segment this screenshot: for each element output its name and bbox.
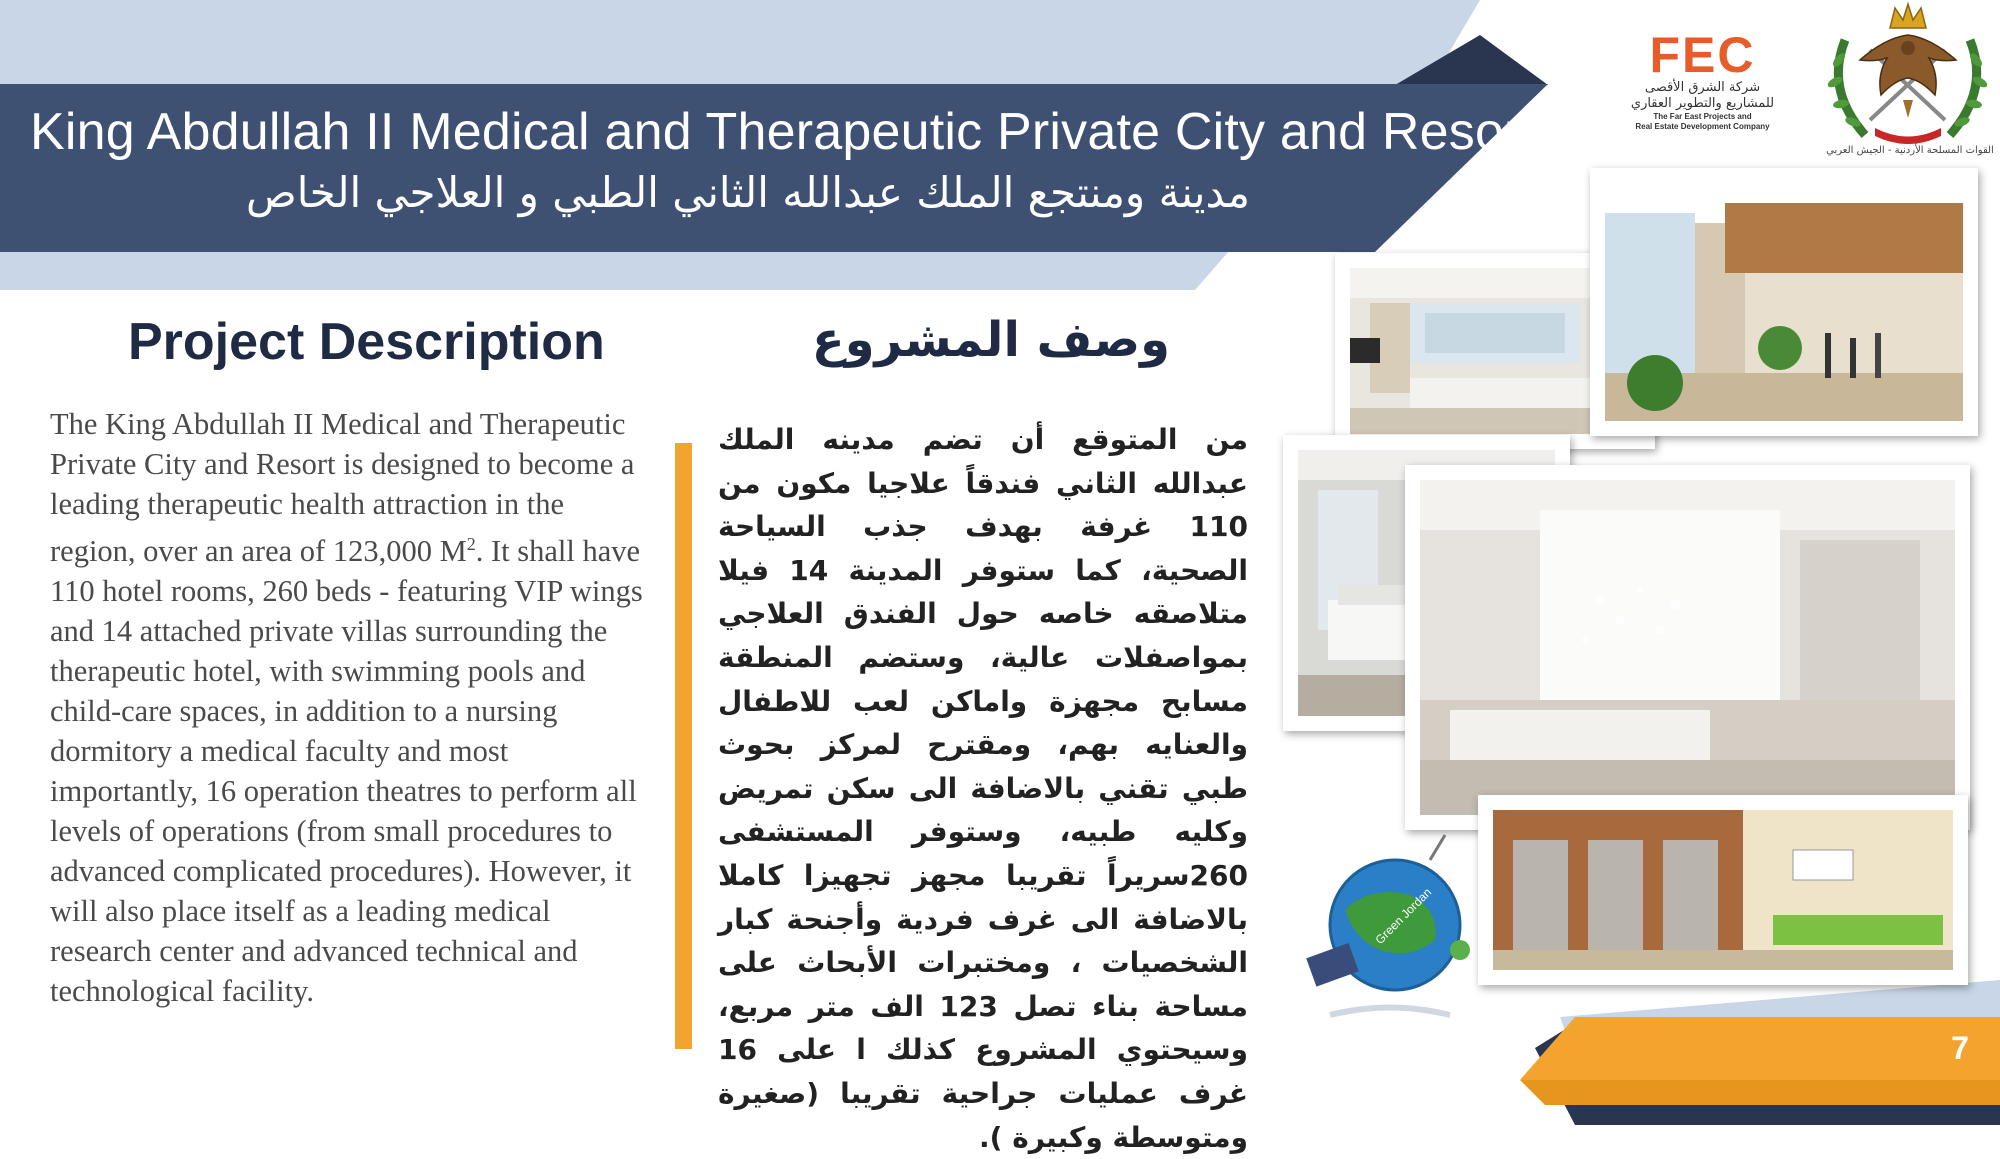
fec-arabic-line1: شركة الشرق الأقصى: [1644, 80, 1761, 95]
fec-arabic-line2: للمشاريع والتطوير العقاري: [1630, 96, 1775, 111]
title-english: King Abdullah II Medical and Therapeutic Private City and Resort: [30, 103, 1537, 161]
body-english-superscript: 2: [466, 534, 476, 554]
corridor-photo-icon: [1420, 480, 1955, 815]
body-english: [50, 404, 650, 1011]
fec-logo-mark: FEC: [1649, 27, 1756, 83]
photo-lobby-atrium: [1590, 168, 1978, 436]
lobby-photo-icon: [1605, 183, 1963, 421]
elevator-lobby-photo-icon: [1493, 810, 1953, 970]
fec-english-line1: The Far East Projects and: [1653, 112, 1752, 121]
body-english-part2: . It shall have 110 hotel rooms, 260 beds - featuring VIP wings and 14 attached private villas surrounding the therapeutic hotel, with swimming pools and child-care spaces, in addition to a nursing dormitory a medical faculty and most importantly, 16 operation theatres to perform all levels of operations (from small procedures to advanced complicated procedures). However, it will also place itself as a leading medical research center and advanced technical and technological facility.: [50, 534, 643, 1009]
body-arabic: من المتوقع أن تضم مدينه الملك عبدالله الثاني فندقاً علاجيا مكون من 110 غرفة بهدف جذب السياحة الصحية، كما ستوفر المدينة 14 فيلا متلاصقه خاصه حول الفندق العلاجي بمواصفلات عالية، وستضم المنطقة مسابح مجهزة واماكن لعب للاطفال والعنايه بهم، ومقترح لمركز بحوث طبي تقني بالاضافة الى سكن تمريض وكليه طبيه، وستوفر المستشفى 260سريراً تقريبا مجهز تجهيزا كاملا بالاضافة الى غرف فردية وأجنحة كبار الشخصيات ، ومختبرات الأبحاث على مساحة بناء تصل 123 الف متر مربع، وسيحتوي المشروع كذلك ا على 16 غرف عمليات جراحية تقريبا (صغيرة ومتوسطة وكبيرة ).: [718, 423, 1248, 1154]
photo-elevator-lobby: [1478, 795, 1968, 985]
globe-icon: [1300, 830, 1475, 1030]
title-arabic: مدينة ومنتجع الملك عبدالله الثاني الطبي و العلاجي الخاص: [246, 168, 1250, 217]
emblem-caption: القوات المسلحة الأردنية - الجيش العربي: [1826, 145, 1994, 156]
heading-project-description-arabic: وصف المشروع: [811, 312, 1170, 368]
page-number: 7: [1951, 1030, 1969, 1066]
globe-caption: Green Jordan: [1372, 885, 1435, 947]
orange-accent-bar: [675, 443, 692, 1049]
heading-project-description: Project Description: [128, 313, 605, 371]
eagle-crown-emblem-icon: [1815, 0, 2000, 165]
fec-english-line2: Real Estate Development Company: [1635, 122, 1770, 131]
body-english-part1: The King Abdullah II Medical and Therapeutic Private City and Resort is designed to become a leading therapeutic health attraction in the region, over an area of 123,000 M: [50, 407, 635, 569]
fec-logo: [1615, 27, 1790, 150]
green-jordan-globe: [1300, 830, 1475, 1030]
photo-corridor-reception: [1405, 465, 1970, 830]
